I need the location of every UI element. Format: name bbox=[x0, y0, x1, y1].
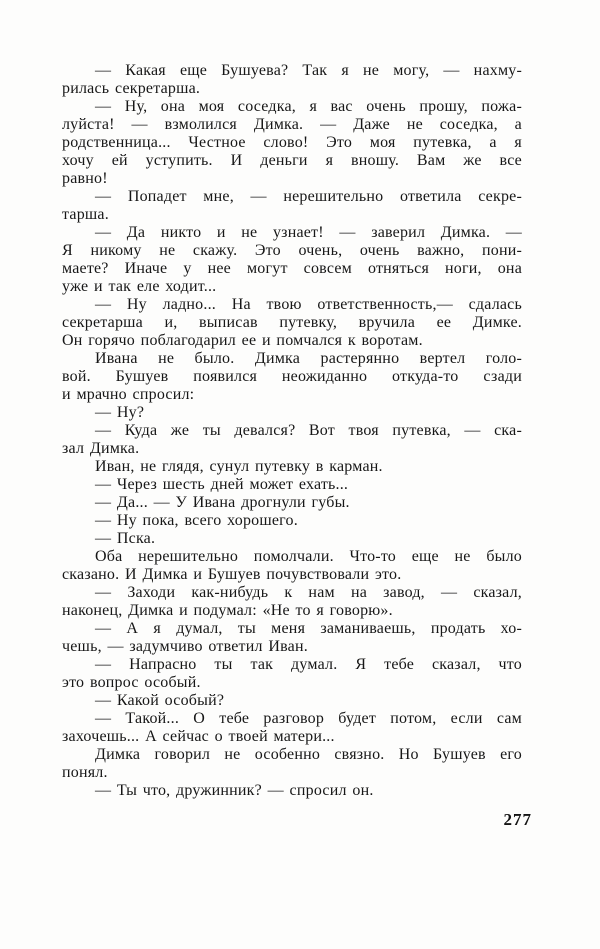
paragraph bbox=[62, 296, 522, 350]
text-line: — Ну? bbox=[95, 404, 145, 421]
paragraph bbox=[62, 458, 522, 476]
text-line: маете? Иначе у нее могут совсем отняться ноги, она bbox=[62, 260, 522, 277]
text-line: — Какой особый? bbox=[95, 692, 225, 709]
text-line: Я никому не скажу. Это очень, очень важно, пони- bbox=[62, 242, 522, 259]
text-line: — Куда же ты девался? Вот твоя путевка, — ска- bbox=[95, 422, 522, 439]
text-line: Ивана не было. Димка растерянно вертел голо- bbox=[95, 350, 522, 367]
paragraph bbox=[62, 350, 522, 404]
text-line: — А я думал, ты меня заманиваешь, продать хо- bbox=[95, 620, 522, 637]
text-line: — Ты что, дружинник? — спросил он. bbox=[95, 782, 374, 799]
text-line: чешь, — задумчиво ответил Иван. bbox=[62, 638, 308, 655]
text-line: тарша. bbox=[62, 206, 109, 223]
text-line: захочешь... А сейчас о твоей матери... bbox=[62, 728, 335, 745]
paragraph bbox=[62, 548, 522, 584]
paragraph bbox=[62, 656, 522, 692]
text-line: хочу ей уступить. И деньги я вношу. Вам же все bbox=[62, 152, 522, 169]
text-line: — Попадет мне, — нерешительно ответила секре- bbox=[95, 188, 522, 205]
text-line: Он горячо поблагодарил ее и помчался к воротам. bbox=[62, 332, 423, 349]
text-line: секретарша и, выписав путевку, вручила ее Димке. bbox=[62, 314, 522, 331]
paragraph bbox=[62, 782, 522, 800]
paragraph bbox=[62, 584, 522, 620]
paragraph bbox=[62, 62, 522, 98]
paragraph bbox=[62, 746, 522, 782]
paragraph bbox=[62, 476, 522, 494]
paragraph bbox=[62, 494, 522, 512]
text-line: вой. Бушуев появился неожиданно откуда-то сзади bbox=[62, 368, 522, 385]
paragraph bbox=[62, 692, 522, 710]
paragraph bbox=[62, 422, 522, 458]
paragraph bbox=[62, 530, 522, 548]
text-line: Оба нерешительно помолчали. Что-то еще не было bbox=[95, 548, 522, 565]
paragraph bbox=[62, 620, 522, 656]
text-line: рилась секретарша. bbox=[62, 80, 201, 97]
paragraph bbox=[62, 512, 522, 530]
text-line: это вопрос особый. bbox=[62, 674, 201, 691]
paragraph bbox=[62, 710, 522, 746]
text-line: родственница... Честное слово! Это моя путевка, а я bbox=[62, 134, 522, 151]
paragraph bbox=[62, 224, 522, 296]
text-line: уже и так еле ходит... bbox=[62, 278, 217, 295]
text-line: Иван, не глядя, сунул путевку в карман. bbox=[95, 458, 383, 475]
text-block bbox=[62, 62, 522, 800]
text-line: — Ну ладно... На твою ответственность,— сдалась bbox=[95, 296, 522, 313]
text-line: — Да никто и не узнает! — заверил Димка. — bbox=[95, 224, 522, 241]
text-line: луйста! — взмолился Димка. — Даже не соседка, а bbox=[62, 116, 522, 133]
text-line: — Напрасно ты так думал. Я тебе сказал, что bbox=[95, 656, 522, 673]
text-line: — Ну, она моя соседка, я вас очень прошу, пожа- bbox=[95, 98, 522, 115]
text-line: — Через шесть дней может ехать... bbox=[95, 476, 349, 493]
paragraph bbox=[62, 404, 522, 422]
text-line: равно! bbox=[62, 170, 108, 187]
text-line: зал Димка. bbox=[62, 440, 140, 457]
text-line: понял. bbox=[62, 764, 108, 781]
text-line: — Ну пока, всего хорошего. bbox=[95, 512, 298, 529]
paragraph bbox=[62, 98, 522, 188]
text-line: сказано. И Димка и Бушуев почувствовали это. bbox=[62, 566, 402, 583]
paragraph bbox=[62, 188, 522, 224]
text-line: — Пска. bbox=[95, 530, 156, 547]
text-line: наконец, Димка и подумал: «Не то я говорю». bbox=[62, 602, 393, 619]
text-line: — Какая еще Бушуева? Так я не могу, — нахму- bbox=[95, 62, 522, 79]
text-line: — Да... — У Ивана дрогнули губы. bbox=[95, 494, 350, 511]
text-line: Димка говорил не особенно связно. Но Бушуев его bbox=[95, 746, 522, 763]
text-line: — Такой... О тебе разговор будет потом, если сам bbox=[95, 710, 522, 727]
text-line: — Заходи как-нибудь к нам на завод, — сказал, bbox=[95, 584, 522, 601]
text-line: и мрачно спросил: bbox=[62, 386, 195, 403]
page-number: 277 bbox=[503, 810, 532, 829]
